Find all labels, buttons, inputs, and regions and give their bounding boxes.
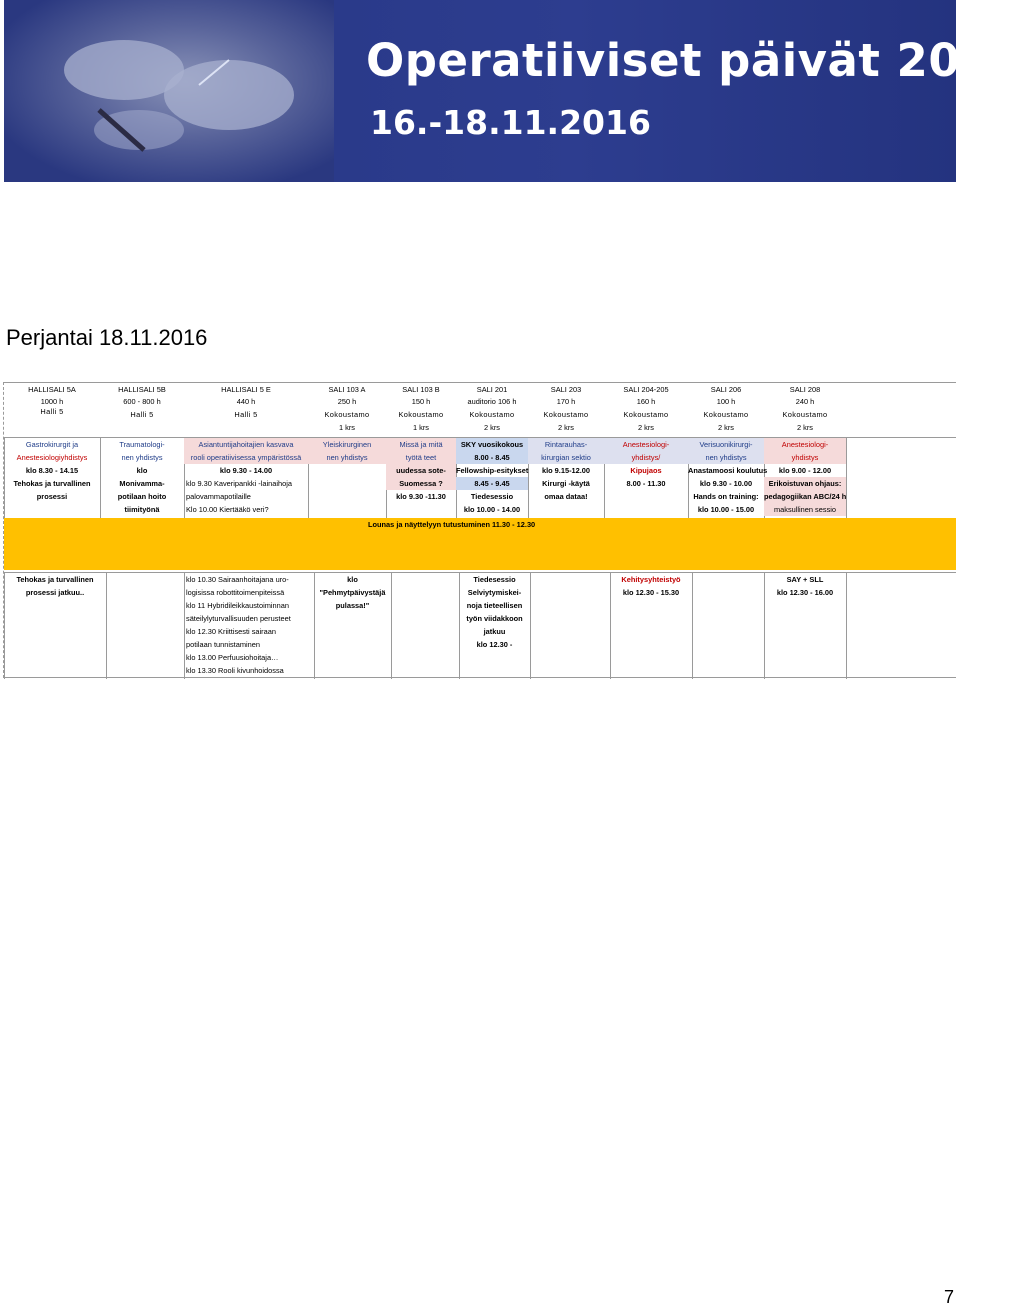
room-building: Halli 5 [40,407,64,416]
session-cell: Yleiskirurginen [322,440,372,449]
room-capacity: 240 h [795,397,815,406]
lunch-label: Lounas ja näyttelyyn tutustuminen 11.30 - 12.30 [368,520,536,529]
afternoon-row [4,664,956,677]
room-floor: 2 krs [483,423,500,432]
room-name: SALI 201 [476,385,508,394]
room-name: SALI 208 [789,385,821,394]
room-capacity: 160 h [636,397,656,406]
room-building: Kokoustamo [703,410,749,419]
session-cell: Suomessa ? [399,479,443,488]
room-floor-row [4,421,956,434]
session-cell: klo [136,466,148,475]
morning-row [4,477,956,490]
session-cell: omaa dataa! [544,492,588,501]
session-cell: klo 10.00 - 14.00 [463,505,521,514]
room-building: Kokoustamo [398,410,444,419]
scalpel-icon [4,0,334,182]
session-cell: 8.00 - 8.45 [474,453,510,462]
session-cell: Tehokas ja turvallinen [13,479,91,488]
session-cell: jatkuu [483,627,506,636]
session-cell: Klo 10.00 Kiertääkö veri? [186,505,269,514]
session-cell: Anestesiologi- [622,440,670,449]
afternoon-row [4,612,956,625]
session-cell: yhdistys/ [631,453,661,462]
afternoon-row [4,573,956,586]
session-cell: Kehitysyhteistyö [621,575,681,584]
page-heading: Perjantai 18.11.2016 [6,325,208,350]
room-floor: 1 krs [338,423,355,432]
room-floor: 2 krs [557,423,574,432]
session-cell: Kirurgi -käytä [542,479,590,488]
room-building: Kokoustamo [324,410,370,419]
afternoon-sessions [4,572,956,678]
room-building: Kokoustamo [623,410,669,419]
afternoon-row [4,638,956,651]
room-floor: 1 krs [412,423,429,432]
session-cell: klo 11 Hybridileikkaustoiminnan [186,601,289,610]
session-cell: klo 12.30 - [476,640,513,649]
page-number: 7 [943,1287,954,1307]
session-cell: klo 12.30 Kriittisesti sairaan [186,627,276,636]
session-cell: työn viidakkoon [466,614,523,623]
session-cell: Missä ja mitä [399,440,443,449]
session-cell: Hands on training: [693,492,759,501]
room-building-row [4,408,956,421]
session-cell: Anestesiologi- [781,440,829,449]
session-cell: 8.45 - 9.45 [474,479,510,488]
afternoon-row [4,599,956,612]
session-cell: klo 9.00 - 12.00 [778,466,832,475]
morning-row [4,490,956,503]
room-building: Halli 5 [130,410,154,419]
afternoon-row [4,651,956,664]
room-capacity: 600 - 800 h [123,397,161,406]
session-cell: noja tieteellisen [466,601,523,610]
room-capacity-row [4,395,956,408]
session-cell: palovammapotilaille [186,492,251,501]
room-name: SALI 206 [710,385,742,394]
morning-sessions [4,437,956,518]
morning-row [4,464,956,477]
session-cell: "Pehmytpäivystäjä [319,588,386,597]
session-cell: klo 9.30 -11.30 [396,492,446,501]
room-building: Kokoustamo [469,410,515,419]
session-cell: pedagogiikan ABC/24 h [764,492,847,501]
room-name: HALLISALI 5A [28,385,76,394]
session-cell: säteilylyturvallisuuden perusteet [186,614,291,623]
session-cell: prosessi [36,492,68,501]
session-cell: Fellowship-esitykset [456,466,529,475]
session-cell: Anastamoosi koulutus [688,466,768,475]
room-header [4,382,956,434]
room-floor: 2 krs [796,423,813,432]
banner-title: Operatiiviset päivät 2016 [366,34,1024,87]
session-cell: nen yhdistys [705,453,747,462]
room-capacity: 440 h [236,397,256,406]
session-cell: Asiantuntijahoitajien kasvava [198,440,294,449]
session-cell: klo 10.30 Sairaanhoitajana uro- [186,575,289,584]
banner-dates: 16.-18.11.2016 [370,103,651,142]
session-cell: klo 12.30 - 16.00 [776,588,834,597]
room-name: HALLISALI 5B [118,385,166,394]
session-cell: klo 12.30 - 15.30 [622,588,680,597]
session-cell: Selviytymiskei- [467,588,522,597]
session-cell: nen yhdistys [121,453,163,462]
session-cell: Gastrokirurgit ja [25,440,79,449]
morning-row [4,438,956,451]
session-cell: klo 13.00 Perfuusiohoitaja… [186,653,279,662]
session-cell: klo 13.30 Rooli kivunhoidossa [186,666,284,675]
session-cell: klo 10.00 - 15.00 [697,505,755,514]
session-cell: potilaan tunnistaminen [186,640,260,649]
session-cell: Verisuonikirurgi- [699,440,753,449]
session-cell: rooli operatiivisessa ympäristössä [190,453,302,462]
morning-row [4,451,956,464]
room-floor: 2 krs [717,423,734,432]
session-cell: työtä teet [405,453,437,462]
room-name: HALLISALI 5 E [221,385,271,394]
room-name: SALI 204-205 [623,385,669,394]
room-names-row [4,382,956,395]
session-cell: SKY vuosikokous [460,440,524,449]
session-cell: yhdistys [791,453,819,462]
room-building: Halli 5 [234,410,258,419]
session-cell: tiimityönä [124,505,160,514]
session-cell: potilaan hoito [117,492,167,501]
room-name: SALI 103 A [328,385,366,394]
session-cell: klo 9.30 - 14.00 [219,466,273,475]
session-cell: 8.00 - 11.30 [626,479,666,488]
surgery-photo [4,0,334,182]
lunch-break [4,518,956,570]
afternoon-row [4,586,956,599]
session-cell: logisissa robottitoimenpiteissä [186,588,285,597]
morning-row [4,503,956,516]
session-cell: Kipujaos [630,466,662,475]
session-cell: klo 8.30 - 14.15 [25,466,79,475]
room-capacity: 170 h [556,397,576,406]
room-name: SALI 103 B [402,385,440,394]
session-cell: maksullinen sessio [773,505,837,514]
session-cell: kirurgian sektio [541,453,591,462]
session-cell: klo 9.30 Kaveripankki -lainaihoja [186,479,292,488]
afternoon-row [4,625,956,638]
room-building: Kokoustamo [782,410,828,419]
room-capacity: 1000 h [40,397,64,406]
session-cell: Tiedesessio [470,492,514,501]
room-capacity: auditorio 106 h [467,397,517,406]
session-cell: uudessa sote- [396,466,446,475]
room-floor: 2 krs [637,423,654,432]
session-cell: Anestesiologiyhdistys [16,453,88,462]
session-cell: klo 9.30 - 10.00 [699,479,753,488]
session-cell: klo 9.15-12.00 [541,466,591,475]
session-cell: Erikoistuvan ohjaus: [768,479,842,488]
session-cell: Tehokas ja turvallinen [16,575,94,584]
event-banner [4,0,1024,182]
sheet-frame [3,382,4,678]
room-name: SALI 203 [550,385,582,394]
session-cell: nen yhdistys [326,453,368,462]
session-cell: Tiedesessio [473,575,516,584]
session-cell: Traumatologi- [119,440,165,449]
session-cell: prosessi jatkuu.. [25,588,85,597]
session-cell: Monivamma- [119,479,165,488]
session-cell: klo [347,575,358,584]
room-capacity: 250 h [337,397,357,406]
room-capacity: 100 h [716,397,736,406]
session-cell: pulassa!" [335,601,370,610]
room-capacity: 150 h [411,397,431,406]
session-cell: SAY + SLL [786,575,824,584]
room-building: Kokoustamo [543,410,589,419]
session-cell: Rintarauhas- [544,440,588,449]
